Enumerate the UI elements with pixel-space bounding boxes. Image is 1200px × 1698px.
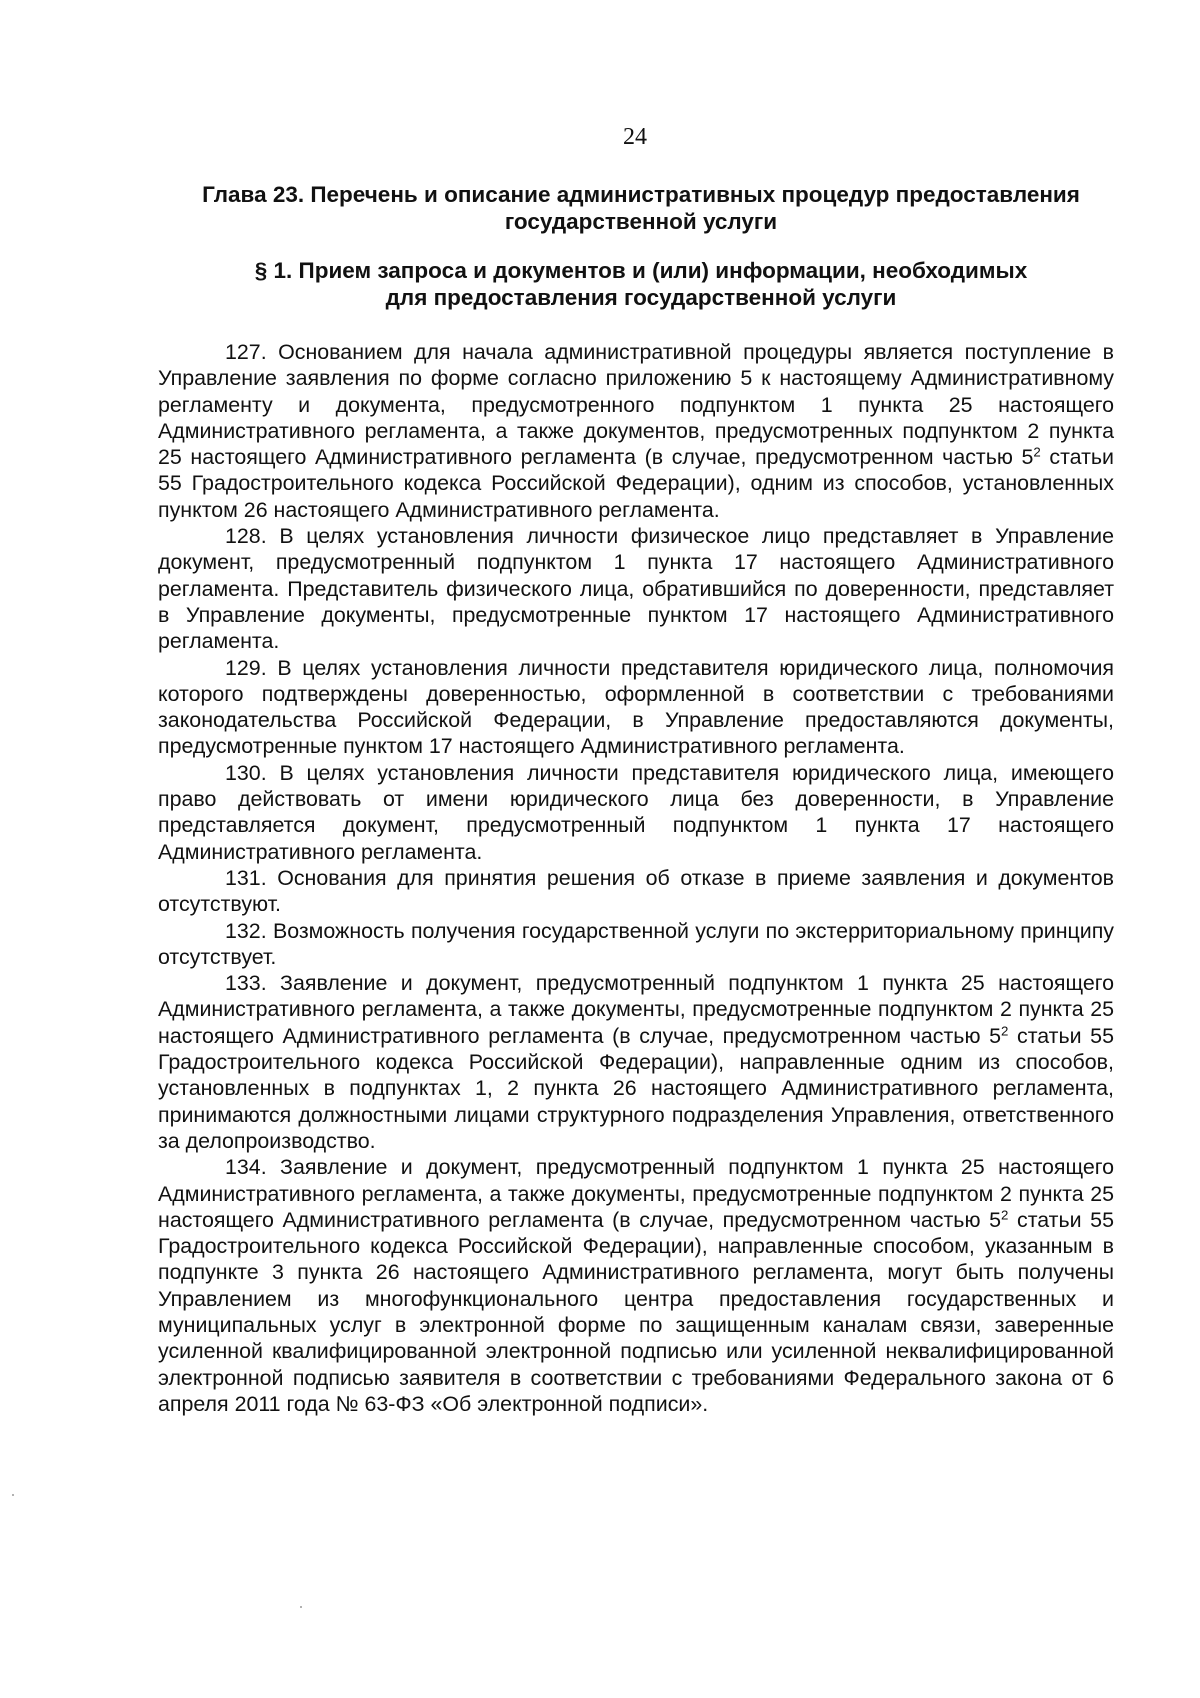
paragraph-number: 129. <box>225 655 267 680</box>
paragraph-text: Возможность получения государственной услуги по экстерриториальному принципу отсутствует. <box>158 918 1114 969</box>
paragraph-number: 134. <box>225 1155 267 1180</box>
paragraph-text-cont: статьи 55 Градостроительного кодекса Российской Федерации), направленные способом, указанным в подпункте 3 пункта 26 настоящего Административного регламента, могут быть получены Управлением из многофункционального центра предоставления государственных и муниципальных услуг в электронной форме по защищенным каналам связи, заверенные усиленной квалифицированной электронной подписью или усиленной неквалифицированной электронной подписью заявителя в соответствии с требованиями Федерального закона от 6 апреля 2011 года № 63-ФЗ «Об электронной подписи». <box>158 1207 1114 1416</box>
paragraph-number: 130. <box>225 760 267 785</box>
paragraph-130 <box>158 760 1114 865</box>
scan-speck <box>300 1606 302 1608</box>
paragraph-number: 127. <box>225 340 267 364</box>
paragraph-127 <box>158 339 1114 523</box>
paragraph-129 <box>158 655 1114 760</box>
document-body <box>158 339 1114 1417</box>
paragraph-text: Основанием для начала административной процедуры является поступление в Управление заявления по форме согласно приложению 5 к настоящему Административному регламенту и документа, предусмотренного подпунктом 1 пункта 25 настоящего Административного регламента, а также документов, предусмотренных подпунктом 2 пункта 25 настоящего Административного регламента (в случае, предусмотренном частью 5 <box>158 340 1115 470</box>
chapter-heading-line-1: Глава 23. Перечень и описание административных процедур предоставления <box>202 182 1080 207</box>
chapter-heading-line-2: государственной услуги <box>504 208 778 234</box>
superscript: 2 <box>1033 444 1041 460</box>
paragraph-text-cont: статьи 55 Градостроительного кодекса Российской Федерации), одним из способов, установленных пунктом 26 настоящего Административного регламента. <box>158 445 1114 522</box>
paragraph-text: Заявление и документ, предусмотренный подпунктом 1 пункта 25 настоящего Административного регламента, а также документы, предусмотренные подпунктом 2 пункта 25 настоящего Административного регламента (в случае, предусмотренном частью 5 <box>158 1155 1114 1232</box>
paragraph-131 <box>158 865 1114 918</box>
superscript: 2 <box>1001 1207 1009 1223</box>
superscript: 2 <box>1001 1023 1009 1039</box>
paragraph-text: В целях установления личности физическое лицо представляет в Управление документ, предусмотренный подпунктом 1 пункта 17 настоящего Административного регламента. Представитель физического лица, обратившийся по доверенности, представляет в Управление документы, предусмотренные пунктом 17 настоящего Административного регламента. <box>158 524 1114 654</box>
section-heading <box>158 258 1124 311</box>
paragraph-number: 131. <box>225 865 267 890</box>
paragraph-number: 133. <box>225 971 267 996</box>
paragraph-133 <box>158 970 1114 1154</box>
section-heading-line-1: § 1. Прием запроса и документов и (или) информации, необходимых <box>254 258 1028 283</box>
paragraph-132 <box>158 918 1114 971</box>
page-number: 24 <box>623 124 647 150</box>
paragraph-134 <box>158 1154 1114 1417</box>
paragraph-128 <box>158 523 1114 654</box>
paragraph-number: 132. <box>225 918 267 943</box>
paragraph-text: Заявление и документ, предусмотренный подпунктом 1 пункта 25 настоящего Административного регламента, а также документы, предусмотренные подпунктом 2 пункта 25 настоящего Административного регламента (в случае, предусмотренном частью 5 <box>158 971 1114 1048</box>
section-heading-line-2: для предоставления государственной услуги <box>385 284 897 310</box>
chapter-heading <box>158 182 1124 235</box>
paragraph-number: 128. <box>225 524 267 549</box>
paragraph-text: Основания для принятия решения об отказе в приеме заявления и документов отсутствуют. <box>158 865 1114 917</box>
scan-speck <box>12 1494 14 1496</box>
paragraph-text: В целях установления личности представителя юридического лица, имеющего право действовать от имени юридического лица без доверенности, в Управление представляется документ, предусмотренный подпунктом 1 пункта 17 настоящего Административного регламента. <box>158 760 1114 864</box>
paragraph-text: В целях установления личности представителя юридического лица, полномочия которого подтверждены доверенностью, оформленной в соответствии с требованиями законодательства Российской Федерации, в Управление предоставляются документы, предусмотренные пунктом 17 настоящего Административного регламента. <box>158 655 1115 759</box>
paragraph-text-cont: статьи 55 Градостроительного кодекса Российской Федерации), направленные одним из способов, установленных в подпунктах 1, 2 пункта 26 настоящего Административного регламента, принимаются должностными лицами структурного подразделения Управления, ответственного за делопроизводство. <box>158 1023 1114 1153</box>
